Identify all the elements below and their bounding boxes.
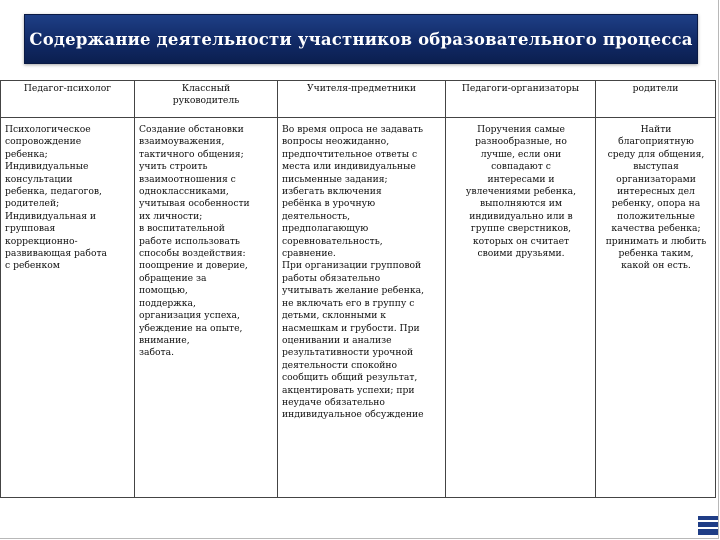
cell-line: обращение за bbox=[139, 272, 207, 284]
cell-class-teacher bbox=[135, 118, 278, 498]
cell-line: ребёнка в урочную bbox=[282, 198, 376, 210]
cell-line: в воспитательной bbox=[139, 223, 225, 235]
cell-line: учить строить bbox=[139, 161, 208, 173]
cell-line: предпочтительное ответы с bbox=[282, 148, 418, 160]
cell-line: соревновательность, bbox=[282, 235, 383, 247]
cell-subject-teachers bbox=[278, 118, 446, 498]
cell-line: их личности; bbox=[139, 210, 203, 222]
cell-line: Во время опроса не задавать bbox=[282, 124, 424, 135]
cell-psychologist bbox=[1, 118, 135, 498]
header-class-teacher-text: Классный руководитель bbox=[172, 83, 240, 107]
header-psychologist: Педагог-психолог bbox=[1, 81, 135, 118]
table-header-row bbox=[1, 81, 716, 118]
cell-line: принимать и любить bbox=[605, 235, 707, 247]
cell-line: убеждение на опыте, bbox=[139, 322, 243, 334]
cell-line: положительные bbox=[617, 210, 695, 222]
cell-line: выступая bbox=[633, 161, 679, 173]
cell-line: благоприятную bbox=[618, 136, 694, 148]
cell-line: сравнение. bbox=[282, 248, 336, 260]
cell-line: Найти bbox=[640, 124, 672, 135]
cell-line: деятельности спокойно bbox=[282, 359, 398, 371]
decorative-bar bbox=[698, 516, 718, 520]
cell-line: внимание, bbox=[139, 334, 190, 346]
header-class-teacher bbox=[135, 81, 278, 118]
cell-line: Индивидуальная и bbox=[5, 210, 97, 222]
cell-parents bbox=[596, 118, 716, 498]
cell-line: взаимоуважения, bbox=[139, 136, 225, 148]
cell-line: избегать включения bbox=[282, 186, 382, 198]
cell-line: группе сверстников, bbox=[470, 223, 572, 235]
cell-line: не включать его в группу с bbox=[282, 297, 415, 309]
cell-organizers bbox=[446, 118, 596, 498]
cell-line: вопросы неожиданно, bbox=[282, 136, 390, 148]
cell-line: интересных дел bbox=[617, 186, 695, 198]
decorative-bar bbox=[698, 529, 718, 535]
cell-line: развивающая работа bbox=[5, 248, 108, 260]
cell-line: взаимоотношения с bbox=[139, 173, 236, 185]
page-title: Содержание деятельности участников образовательного процесса bbox=[29, 29, 693, 49]
cell-line: организация успеха, bbox=[139, 310, 240, 322]
cell-line: индивидуально или в bbox=[469, 210, 573, 222]
participants-table bbox=[0, 80, 716, 498]
cell-line: работе использовать bbox=[139, 235, 240, 247]
title-banner bbox=[24, 14, 698, 64]
cell-line: интересами и bbox=[487, 173, 555, 185]
cell-line: Индивидуальные bbox=[5, 161, 89, 173]
cell-line: родителей; bbox=[5, 198, 60, 210]
cell-line: какой он есть. bbox=[621, 260, 691, 272]
cell-line: результативности урочной bbox=[282, 347, 414, 359]
cell-line: оценивании и анализе bbox=[282, 334, 392, 346]
cell-line: тактичного общения; bbox=[139, 148, 244, 160]
cell-line: насмешкам и грубости. При bbox=[282, 322, 420, 334]
cell-line: поддержка, bbox=[139, 297, 196, 309]
header-parents: родители bbox=[596, 81, 716, 118]
cell-line: разнообразные, но bbox=[475, 136, 567, 148]
cell-line: групповая bbox=[5, 223, 56, 235]
cell-line: которых он считает bbox=[472, 235, 570, 247]
cell-line: ребенка таким, bbox=[618, 248, 694, 260]
cell-line: выполняются им bbox=[479, 198, 563, 210]
decorative-bar bbox=[698, 522, 718, 527]
cell-line: письменные задания; bbox=[282, 173, 388, 185]
cell-line: организаторами bbox=[616, 173, 696, 185]
cell-line: лучше, если они bbox=[480, 148, 562, 160]
cell-line: качества ребенка; bbox=[611, 223, 701, 235]
cell-line: ребенка; bbox=[5, 148, 48, 160]
cell-line: увлечениями ребенка, bbox=[465, 186, 577, 198]
cell-line: среду для общения, bbox=[607, 148, 705, 160]
cell-line: предполагающую bbox=[282, 223, 369, 235]
header-organizers: Педагоги-организаторы bbox=[446, 81, 596, 118]
cell-line: сообщить общий результат, bbox=[282, 372, 418, 384]
cell-line: поощрение и доверие, bbox=[139, 260, 248, 272]
cell-line: работы обязательно bbox=[282, 272, 381, 284]
cell-line: помощью, bbox=[139, 285, 188, 297]
table-row bbox=[1, 118, 716, 498]
cell-line: учитывать желание ребенка, bbox=[282, 285, 425, 297]
cell-line: места или индивидуальные bbox=[282, 161, 416, 173]
cell-line: индивидуальное обсуждение bbox=[282, 409, 424, 421]
cell-line: неудаче обязательно bbox=[282, 396, 385, 408]
cell-line: Поручения самые bbox=[477, 124, 565, 135]
cell-line: ребенка, педагогов, bbox=[5, 186, 102, 198]
cell-line: Психологическое bbox=[5, 124, 91, 135]
cell-line: консультации bbox=[5, 173, 73, 185]
cell-line: одноклассниками, bbox=[139, 186, 229, 198]
cell-line: с ребенком bbox=[5, 260, 60, 272]
cell-line: совпадают с bbox=[491, 161, 551, 173]
cell-line: способы воздействия: bbox=[139, 248, 246, 260]
cell-line: деятельность, bbox=[282, 210, 351, 222]
cell-line: сопровождение bbox=[5, 136, 82, 148]
header-subject-teachers: Учителя-предметники bbox=[278, 81, 446, 118]
cell-line: детьми, склонными к bbox=[282, 310, 387, 322]
cell-line: ребенку, опора на bbox=[611, 198, 701, 210]
cell-line: коррекционно- bbox=[5, 235, 78, 247]
cell-line: При организации групповой bbox=[282, 260, 422, 272]
cell-line: Создание обстановки bbox=[139, 124, 244, 135]
cell-line: забота. bbox=[139, 347, 175, 359]
cell-line: своими друзьями. bbox=[477, 248, 565, 260]
cell-line: учитывая особенности bbox=[139, 198, 250, 210]
cell-line: акцентировать успехи; при bbox=[282, 384, 415, 396]
